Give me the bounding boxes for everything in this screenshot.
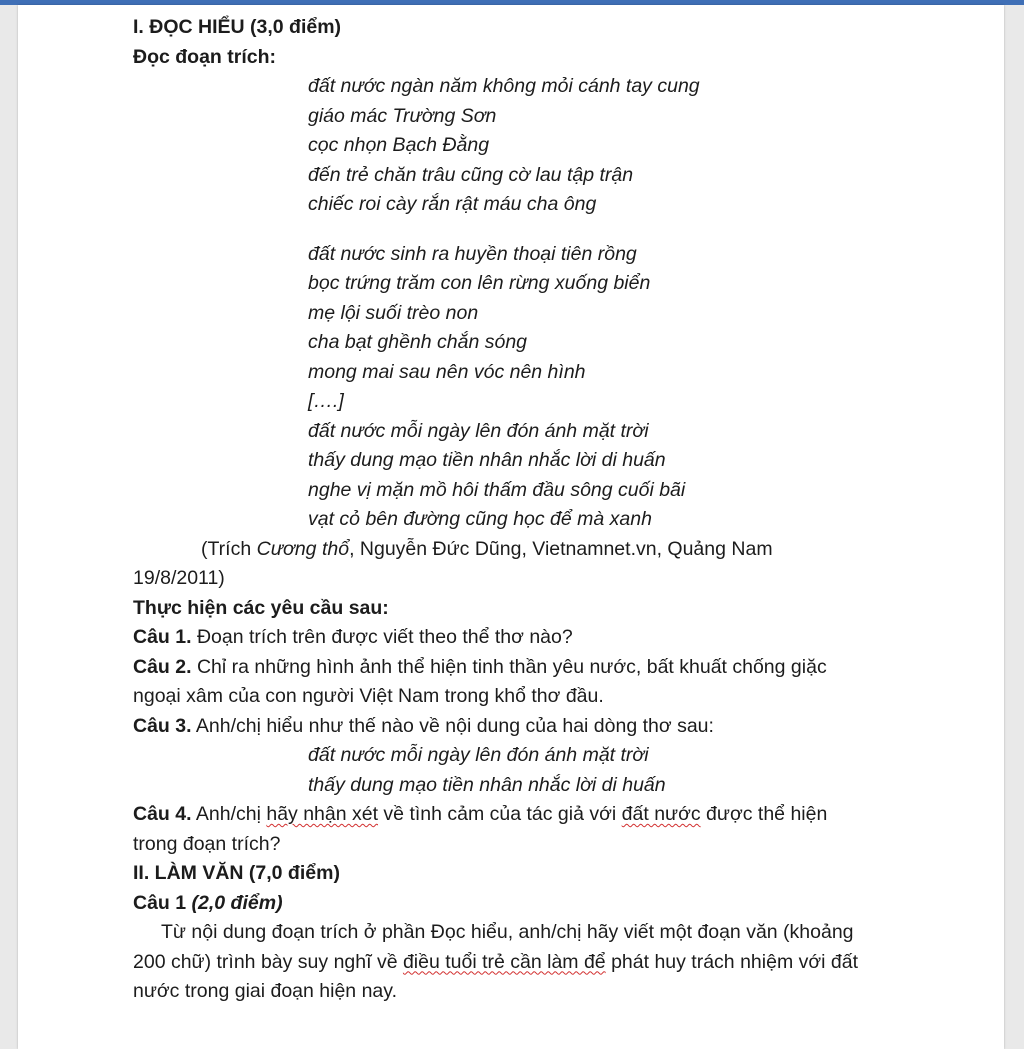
question-2 [133, 653, 868, 712]
poem-ellipsis: [….] [308, 390, 344, 412]
essay-question-1-text [133, 918, 868, 1007]
question-text: Anh/chị hiểu như thế nào về nội dung của hai dòng thơ sau: [191, 714, 714, 737]
quoted-poem-line: đất nước mỗi ngày lên đón ánh mặt trời [308, 744, 649, 766]
source-date: 19/8/2011) [133, 567, 225, 589]
source-citation [133, 535, 868, 565]
poem-line: bọc trứng trăm con lên rừng xuống biển [308, 272, 651, 294]
question-label: Câu 1. [133, 626, 192, 648]
section-2-heading: II. LÀM VĂN (7,0 điểm) [133, 862, 340, 884]
question-label: Câu 2. [133, 655, 192, 678]
question-text: Chỉ ra những hình ảnh thể hiện tinh thần yêu nước, bất khuất chống giặc ngoại xâm của con người Việt Nam trong khổ thơ đầu. [133, 655, 827, 707]
reading-instruction: Đọc đoạn trích: [133, 45, 277, 68]
question-label: Câu 4. [133, 803, 192, 825]
document-body [133, 13, 868, 1007]
section-1-heading: I. ĐỌC HIỂU (3,0 điểm) [133, 16, 342, 38]
essay-question-1-heading [133, 889, 868, 919]
source-prefix: (Trích [201, 537, 257, 560]
poem-line: đến trẻ chăn trâu cũng cờ lau tập trận [308, 163, 634, 186]
poem-line: mẹ lội suối trèo non [308, 301, 479, 324]
poem-line: nghe vị mặn mồ hôi thấm đầu sông cuối bãi [308, 478, 686, 501]
poem-line: vạt cỏ bên đường cũng học để mà xanh [308, 508, 652, 530]
poem-line: cha bạt ghềnh chắn sóng [308, 331, 528, 353]
stanza-gap [133, 220, 868, 240]
question-4 [133, 800, 868, 859]
poem-line: mong mai sau nên vóc nên hình [308, 360, 586, 383]
source-rest: , Nguyễn Đức Dũng, Vietnamnet.vn, Quảng Nam [349, 537, 773, 560]
poem-stanza-2 [133, 240, 868, 535]
question-text: được thể hiện trong đoạn trích? [133, 803, 828, 855]
poem-line: giáo mác Trường Sơn [308, 104, 497, 127]
paragraph-text: Từ nội dung đoạn trích ở phần Đọc hiểu, anh/chị hãy viết một đoạn văn (khoảng 200 chữ) trình bày suy nghĩ về [133, 921, 854, 973]
question-label: Câu 3. [133, 714, 192, 737]
poem-line: cọc nhọn Bạch Đằng [308, 134, 490, 156]
question-text: về tình cảm của tác giả với [378, 803, 622, 825]
paragraph-text: phát huy trách nhiệm với đất nước trong giai đoạn hiện nay. [133, 950, 858, 1002]
source-title: Cương thổ [256, 537, 350, 560]
quoted-poem-line: thấy dung mạo tiền nhân nhắc lời di huấn [308, 773, 666, 796]
poem-line: đất nước mỗi ngày lên đón ánh mặt trời [308, 419, 649, 442]
question-text: Đoạn trích trên được viết theo thể thơ nào? [191, 626, 573, 648]
question-1 [133, 623, 868, 653]
spellcheck-underline: hãy nhận xét [266, 803, 379, 825]
spellcheck-underline: điều tuổi trẻ cần làm để [402, 950, 606, 973]
question-points: (2,0 điểm) [191, 891, 283, 914]
poem-line: đất nước sinh ra huyền thoại tiên rồng [308, 242, 637, 265]
question-text: Anh/chị [191, 803, 267, 825]
poem-stanza-1 [133, 72, 868, 220]
document-page [18, 5, 1004, 1049]
tasks-heading: Thực hiện các yêu cầu sau: [133, 596, 389, 619]
spellcheck-underline: đất nước [621, 803, 701, 825]
poem-line: chiếc roi cày rắn rật máu cha ông [308, 193, 597, 215]
poem-line: đất nước ngàn năm không mỏi cánh tay cung [308, 75, 700, 97]
poem-line: thấy dung mạo tiền nhân nhắc lời di huấn [308, 449, 666, 471]
question-3 [133, 712, 868, 742]
question-label: Câu 1 [133, 891, 187, 914]
